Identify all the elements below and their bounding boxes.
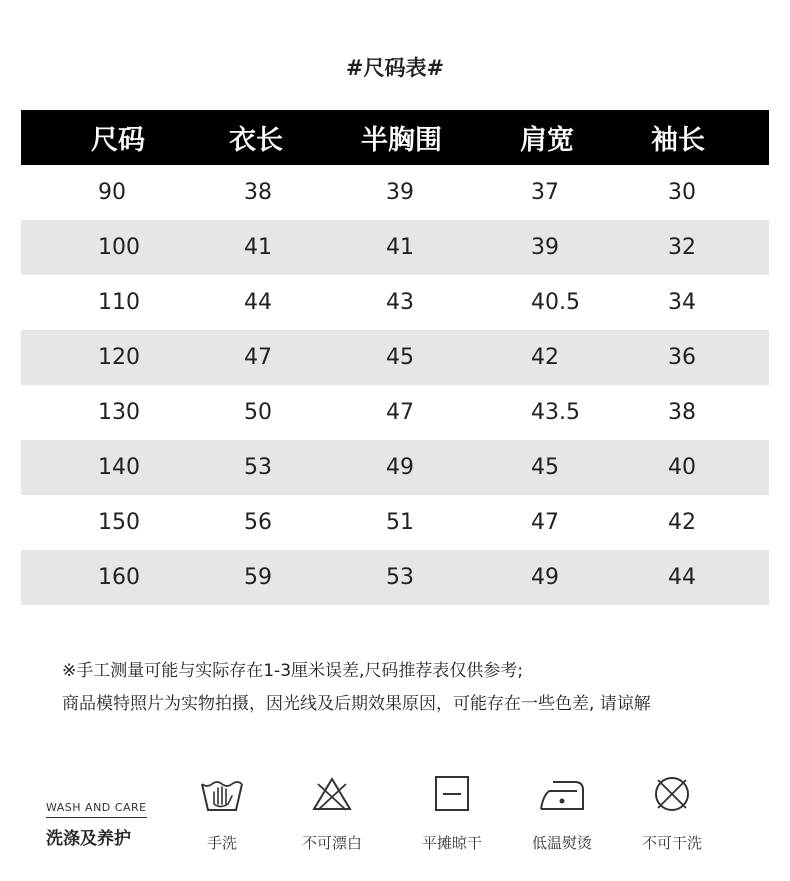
care-label-no-bleach: 不可漂白 [301,834,362,852]
cell-size: 140 [98,455,140,480]
care-title [46,796,147,849]
cell-size: 160 [98,565,140,590]
care-item-dry-flat [402,774,502,853]
table-row [21,220,769,275]
cell-chest: 45 [386,345,414,370]
table-row [21,275,769,330]
care-label-no-dry-clean: 不可干洗 [641,834,702,852]
header-chest: 半胸围 [361,125,442,156]
cell-size: 130 [98,400,140,425]
cell-sleeve: 44 [668,565,696,590]
table-row [21,385,769,440]
hand-wash-icon [199,774,245,814]
page-title: #尺码表# [345,56,445,80]
color-note: 商品模特照片为实物拍摄，因光线及后期效果原因，可能存在一些色差, 请谅解 [62,694,651,714]
cell-length: 59 [244,565,272,590]
cell-shoulder: 37 [531,180,559,205]
care-label-dry-flat: 平摊晾干 [421,834,482,852]
no-bleach-icon [309,774,355,814]
care-title-cn: 洗涤及养护 [46,829,131,849]
header-shoulder: 肩宽 [520,125,574,156]
cell-shoulder: 42 [531,345,559,370]
cell-sleeve: 40 [668,455,696,480]
table-row [21,165,769,220]
care-label-hand-wash: 手洗 [206,834,237,852]
cell-shoulder: 49 [531,565,559,590]
cell-size: 120 [98,345,140,370]
cell-sleeve: 34 [668,290,696,315]
cell-length: 56 [244,510,272,535]
table-row [21,550,769,605]
header-size: 尺码 [91,125,145,156]
care-item-hand-wash [172,774,272,853]
cell-shoulder: 40.5 [531,290,580,315]
cell-chest: 51 [386,510,414,535]
header-length: 衣长 [229,125,283,156]
cell-length: 38 [244,180,272,205]
cell-chest: 43 [386,290,414,315]
cell-size: 100 [98,235,140,260]
cell-shoulder: 39 [531,235,559,260]
cell-length: 50 [244,400,272,425]
care-item-iron-low [512,774,612,853]
cell-length: 44 [244,290,272,315]
cell-chest: 41 [386,235,414,260]
cell-sleeve: 42 [668,510,696,535]
cell-chest: 47 [386,400,414,425]
cell-size: 150 [98,510,140,535]
cell-shoulder: 45 [531,455,559,480]
cell-size: 110 [98,290,140,315]
care-item-no-dry-clean [622,774,722,853]
size-table [21,110,769,605]
cell-sleeve: 32 [668,235,696,260]
cell-length: 41 [244,235,272,260]
cell-sleeve: 38 [668,400,696,425]
table-header [21,110,769,165]
cell-size: 90 [98,180,126,205]
header-sleeve: 袖长 [651,125,705,156]
cell-length: 53 [244,455,272,480]
measurement-note: ※手工测量可能与实际存在1-3厘米误差,尺码推荐表仅供参考; [62,661,524,681]
care-item-no-bleach [282,774,382,853]
care-title-en: WASH AND CARE [46,801,147,818]
cell-length: 47 [244,345,272,370]
table-row [21,495,769,550]
care-label-iron-low: 低温熨烫 [531,834,592,852]
table-row [21,440,769,495]
care-section [0,760,790,870]
cell-sleeve: 30 [668,180,696,205]
cell-chest: 39 [386,180,414,205]
table-row [21,330,769,385]
cell-chest: 49 [386,455,414,480]
no-dry-clean-icon [649,774,695,814]
iron-low-icon [537,774,587,814]
cell-shoulder: 47 [531,510,559,535]
dry-flat-icon [429,774,475,814]
cell-chest: 53 [386,565,414,590]
cell-sleeve: 36 [668,345,696,370]
cell-shoulder: 43.5 [531,400,580,425]
